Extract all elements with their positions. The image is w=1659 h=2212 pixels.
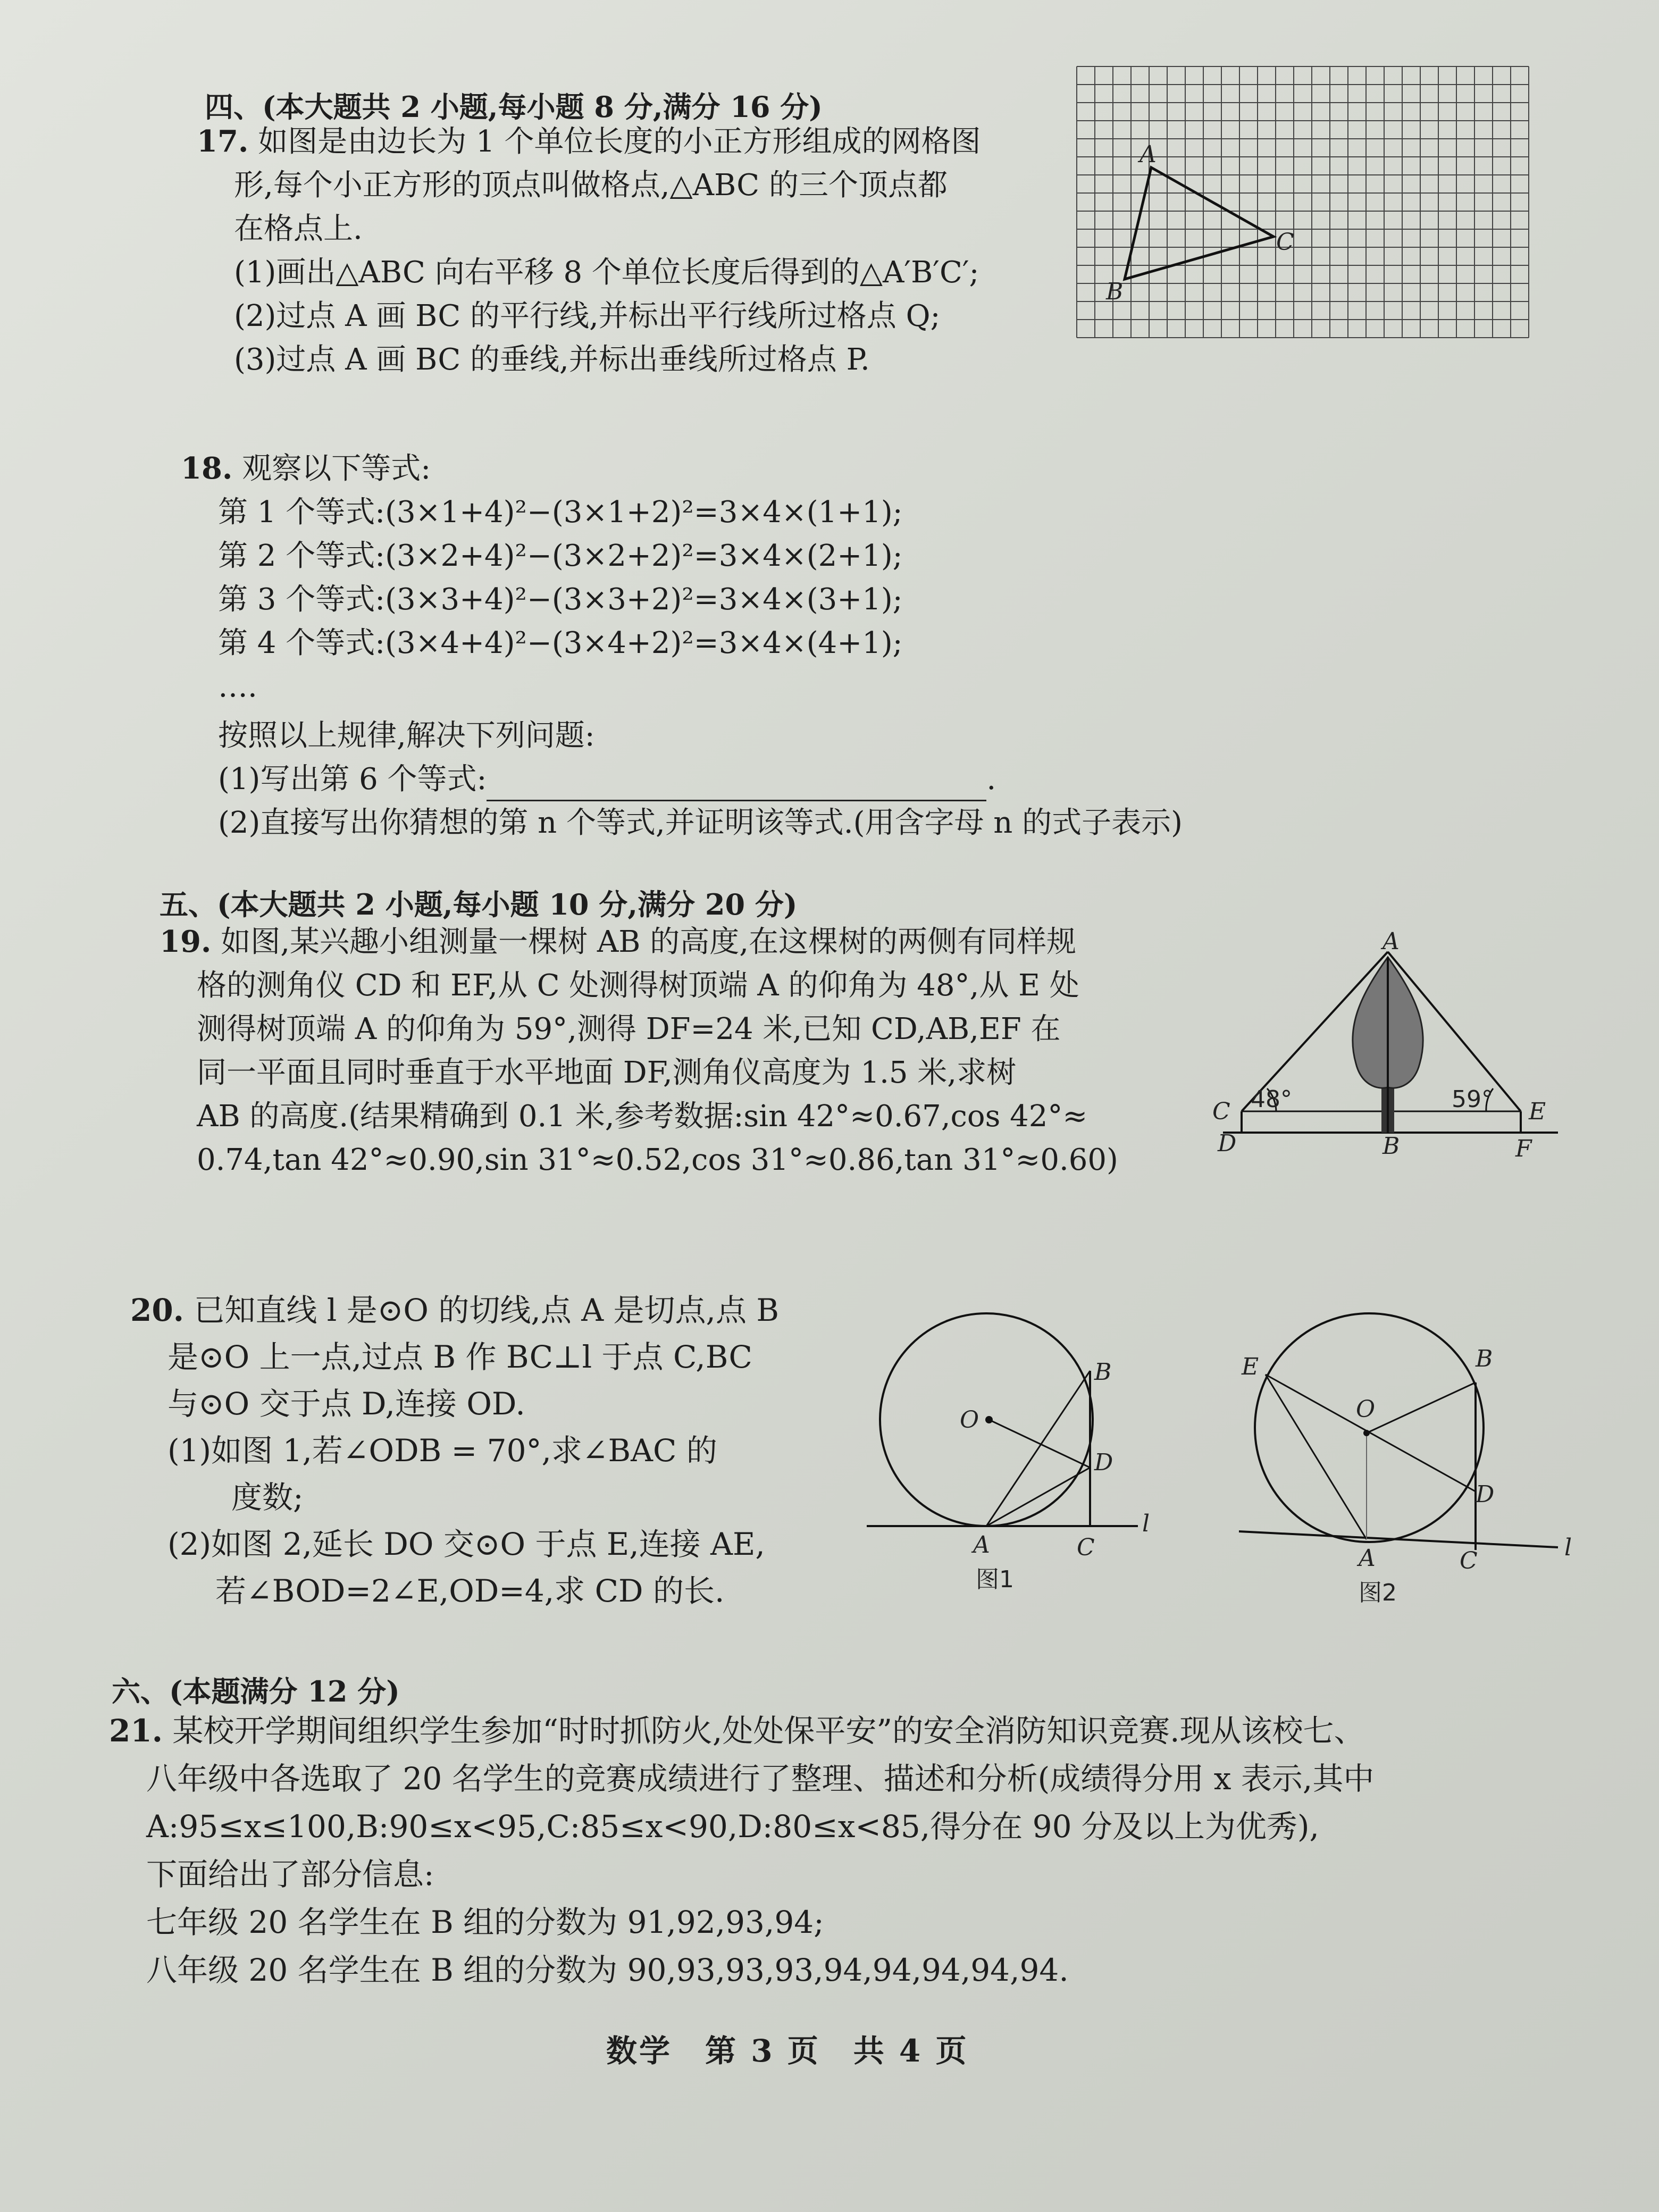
q20-line-3: 与⊙O 交于点 D,连接 OD.	[167, 1386, 525, 1422]
section-4-header: 四、(本大题共 2 小题,每小题 8 分,满分 16 分)	[205, 90, 823, 124]
tree-label-f: F	[1515, 1135, 1532, 1162]
question-number: 17.	[197, 124, 249, 159]
fig1-label-l: l	[1142, 1510, 1150, 1537]
answer-blank[interactable]	[487, 773, 986, 801]
q19-line-2: 格的测角仪 CD 和 EF,从 C 处测得树顶端 A 的仰角为 48°,从 E 处	[197, 968, 1079, 1003]
q18-part-1: (1)写出第 6 个等式:	[218, 762, 487, 797]
q18-rule: 按照以上规律,解决下列问题:	[218, 718, 595, 753]
section-6-header: 六、(本题满分 12 分)	[112, 1674, 400, 1708]
q21-line-6: 八年级 20 名学生在 B 组的分数为 90,93,93,93,94,94,94,94,94.	[146, 1952, 1069, 1988]
fig1-caption: 图1	[976, 1566, 1014, 1593]
q21-line-1: 某校开学期间组织学生参加“时时抓防火,处处保平安”的安全消防知识竞赛.现从该校七、	[172, 1713, 1365, 1749]
q20-part-2-cont: 若∠BOD=2∠E,OD=4,求 CD 的长.	[215, 1573, 725, 1609]
q17-part-3: (3)过点 A 画 BC 的垂线,并标出垂线所过格点 P.	[234, 342, 870, 377]
question-number: 20.	[130, 1292, 184, 1328]
fig2-label-b: B	[1476, 1345, 1493, 1372]
question-19	[160, 920, 1118, 1182]
q18-eq-1: 第 1 个等式:(3×1+4)²−(3×1+2)²=3×4×(1+1);	[218, 495, 903, 530]
q19-line-5: AB 的高度.(结果精确到 0.1 米,参考数据:sin 42°≈0.67,cos 42°≈	[197, 1099, 1088, 1134]
section-5-header: 五、(本大题共 2 小题,每小题 10 分,满分 20 分)	[160, 887, 798, 921]
fig2-label-e: E	[1242, 1353, 1259, 1380]
angle-59: 59°	[1452, 1086, 1493, 1113]
question-20	[130, 1287, 779, 1614]
q18-eq-3: 第 3 个等式:(3×3+4)²−(3×3+2)²=3×4×(3+1);	[218, 582, 903, 617]
grid-figure	[1071, 61, 1545, 359]
tree-label-d: D	[1218, 1130, 1237, 1157]
q18-ellipsis: ….	[218, 669, 257, 704]
q18-part-2: (2)直接写出你猜想的第 n 个等式,并证明该等式.(用含字母 n 的式子表示)	[218, 806, 1183, 840]
q20-line-1: 已知直线 l 是⊙O 的切线,点 A 是切点,点 B	[194, 1292, 780, 1328]
q21-line-4: 下面给出了部分信息:	[146, 1856, 434, 1892]
q18-eq-4: 第 4 个等式:(3×4+4)²−(3×4+2)²=3×4×(4+1);	[218, 626, 903, 660]
q20-part-1-cont: 度数;	[231, 1479, 304, 1515]
q18-intro: 观察以下等式:	[242, 451, 431, 486]
page-footer: 数学 第 3 页 共 4 页	[606, 2033, 969, 2069]
fig1-label-o: O	[960, 1406, 979, 1434]
q19-line-3: 测得树顶端 A 的仰角为 59°,测得 DF=24 米,已知 CD,AB,EF 在	[197, 1012, 1061, 1046]
q21-line-5: 七年级 20 名学生在 B 组的分数为 91,92,93,94;	[146, 1904, 824, 1940]
q20-line-2: 是⊙O 上一点,过点 B 作 BC⊥l 于点 C,BC	[167, 1339, 752, 1375]
tree-icon	[1353, 957, 1423, 1133]
tangent-line	[1239, 1531, 1558, 1547]
grid-label-b: B	[1106, 278, 1124, 305]
q19-line-1: 如图,某兴趣小组测量一棵树 AB 的高度,在这棵树的两侧有同样规	[221, 925, 1077, 959]
fig1-label-d: D	[1094, 1449, 1113, 1476]
tree-label-c: C	[1212, 1098, 1230, 1125]
angle-48: 48°	[1251, 1086, 1292, 1113]
question-number: 19.	[160, 924, 212, 959]
question-number: 21.	[109, 1713, 163, 1749]
grid-label-a: A	[1139, 141, 1157, 168]
fig1-label-b: B	[1094, 1359, 1112, 1386]
q17-line-3: 在格点上.	[234, 212, 363, 246]
q20-part-1: (1)如图 1,若∠ODB = 70°,求∠BAC 的	[167, 1432, 717, 1469]
q21-line-3: A:95≤x≤100,B:90≤x<95,C:85≤x<90,D:80≤x<85,得分在 90 分及以上为优秀),	[146, 1808, 1319, 1845]
question-17	[197, 120, 981, 382]
q18-eq-2: 第 2 个等式:(3×2+4)²−(3×2+2)²=3×4×(2+1);	[218, 539, 903, 573]
tree-label-a: A	[1382, 928, 1400, 955]
q17-line-2: 形,每个小正方形的顶点叫做格点,△ABC 的三个顶点都	[234, 168, 948, 203]
tree-figure	[1202, 928, 1563, 1164]
question-21	[109, 1707, 1374, 1994]
fig2-label-a: A	[1359, 1545, 1376, 1572]
fig2-label-c: C	[1460, 1547, 1478, 1574]
q17-part-2: (2)过点 A 画 BC 的平行线,并标出平行线所过格点 Q;	[234, 299, 941, 333]
tree-label-e: E	[1529, 1098, 1546, 1125]
q17-part-1: (1)画出△ABC 向右平移 8 个单位长度后得到的△A′B′C′;	[234, 255, 979, 290]
question-number: 18.	[181, 451, 233, 486]
grid-lines	[1077, 66, 1529, 338]
circle-figure-2	[1228, 1297, 1579, 1616]
tree-label-b: B	[1382, 1133, 1400, 1160]
circle-figure-1	[861, 1308, 1180, 1606]
q20-part-2: (2)如图 2,延长 DO 交⊙O 于点 E,连接 AE,	[167, 1526, 765, 1562]
grid-label-c: C	[1276, 229, 1294, 256]
q19-line-6: 0.74,tan 42°≈0.90,sin 31°≈0.52,cos 31°≈0.86,tan 31°≈0.60)	[197, 1143, 1118, 1177]
fig2-label-o: O	[1356, 1396, 1376, 1423]
question-18	[181, 447, 1183, 845]
triangle-abc	[1125, 167, 1273, 279]
q18-part-1-end: .	[986, 762, 996, 797]
q17-line-1: 如图是由边长为 1 个单位长度的小正方形组成的网格图	[258, 124, 981, 159]
fig2-label-l: l	[1564, 1534, 1572, 1561]
q19-line-4: 同一平面且同时垂直于水平地面 DF,测角仪高度为 1.5 米,求树	[197, 1055, 1017, 1090]
fig2-caption: 图2	[1359, 1579, 1397, 1606]
fig1-label-a: A	[973, 1531, 990, 1559]
fig2-label-d: D	[1476, 1481, 1495, 1508]
fig1-label-c: C	[1077, 1534, 1095, 1561]
q21-line-2: 八年级中各选取了 20 名学生的竞赛成绩进行了整理、描述和分析(成绩得分用 x 表示,其中	[146, 1761, 1375, 1797]
